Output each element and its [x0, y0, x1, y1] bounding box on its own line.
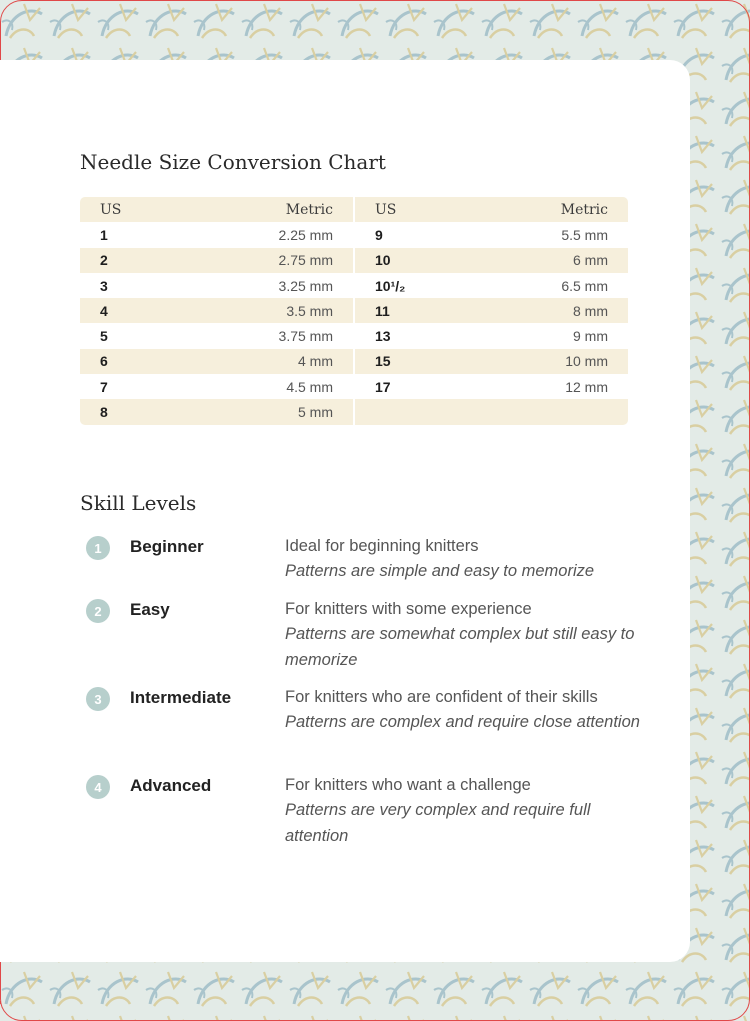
level-name: Advanced — [130, 776, 212, 795]
level-pattern-note: Patterns are complex and require close attention — [285, 713, 640, 732]
level-number-badge: 4 — [86, 775, 110, 799]
table-header-right — [355, 197, 628, 222]
metric-size: 2.75 mm — [278, 252, 333, 269]
metric-size: 3.25 mm — [278, 277, 333, 294]
table-header-left — [80, 197, 353, 222]
skill-level-item — [86, 534, 656, 597]
metric-size: 12 mm — [565, 378, 608, 395]
table-row — [80, 222, 628, 247]
us-size: 13 — [375, 328, 391, 345]
header-us: US — [375, 201, 397, 218]
level-description — [285, 597, 656, 673]
table-header-row — [80, 197, 628, 222]
level-audience: Ideal for beginning knitters — [285, 537, 479, 555]
metric-size: 3.5 mm — [286, 302, 333, 319]
header-metric: Metric — [285, 201, 333, 218]
us-size: 11 — [375, 302, 390, 319]
us-size: 1 — [100, 226, 108, 243]
us-size: 9 — [375, 226, 383, 243]
us-size: 8 — [100, 404, 108, 421]
level-pattern-note: Patterns are somewhat complex but still easy to memorize — [285, 625, 635, 669]
us-size: 10¹/₂ — [375, 277, 406, 294]
us-size: 2 — [100, 252, 108, 269]
level-number-badge: 3 — [86, 687, 110, 711]
skill-level-item — [86, 773, 656, 849]
us-size: 17 — [375, 378, 391, 395]
table-row — [80, 399, 628, 424]
level-audience: For knitters who are confident of their skills — [285, 688, 598, 706]
level-name: Easy — [130, 600, 170, 619]
metric-size: 9 mm — [573, 328, 608, 345]
us-size: 4 — [100, 302, 108, 319]
level-description — [285, 773, 656, 849]
level-pattern-note: Patterns are simple and easy to memorize — [285, 562, 595, 581]
metric-size: 2.25 mm — [278, 226, 333, 243]
level-description — [285, 685, 656, 736]
skill-level-item — [86, 685, 656, 773]
us-size: 5 — [100, 328, 108, 345]
table-row — [80, 273, 628, 298]
header-metric: Metric — [560, 201, 608, 218]
level-audience: For knitters who want a challenge — [285, 776, 531, 794]
us-size: 3 — [100, 277, 108, 294]
metric-size: 10 mm — [565, 353, 608, 370]
metric-size: 5.5 mm — [561, 226, 608, 243]
metric-size: 6.5 mm — [561, 277, 608, 294]
table-row — [80, 323, 628, 348]
metric-size: 4.5 mm — [286, 378, 333, 395]
table-row — [80, 374, 628, 399]
level-number-badge: 2 — [86, 599, 110, 623]
level-name: Intermediate — [130, 688, 232, 707]
us-size: 15 — [375, 353, 391, 370]
metric-size: 6 mm — [573, 252, 608, 269]
metric-size: 5 mm — [298, 404, 333, 421]
table-row — [80, 349, 628, 374]
empty-cell — [355, 399, 628, 424]
table-row — [80, 298, 628, 323]
us-size: 7 — [100, 378, 108, 395]
needle-size-table — [80, 197, 628, 425]
level-number-badge: 1 — [86, 536, 110, 560]
level-description — [285, 534, 656, 585]
header-us: US — [100, 201, 122, 218]
us-size: 6 — [100, 353, 108, 370]
skill-levels-list — [86, 534, 656, 849]
table-row — [80, 248, 628, 273]
level-pattern-note: Patterns are very complex and require full attention — [285, 801, 591, 845]
metric-size: 4 mm — [298, 353, 333, 370]
level-audience: For knitters with some experience — [285, 600, 532, 618]
skill-levels-title: Skill Levels — [80, 491, 197, 515]
level-name: Beginner — [130, 537, 204, 556]
us-size: 10 — [375, 252, 391, 269]
skill-level-item — [86, 597, 656, 685]
metric-size: 3.75 mm — [278, 328, 333, 345]
metric-size: 8 mm — [573, 302, 608, 319]
needle-chart-title: Needle Size Conversion Chart — [80, 150, 386, 174]
